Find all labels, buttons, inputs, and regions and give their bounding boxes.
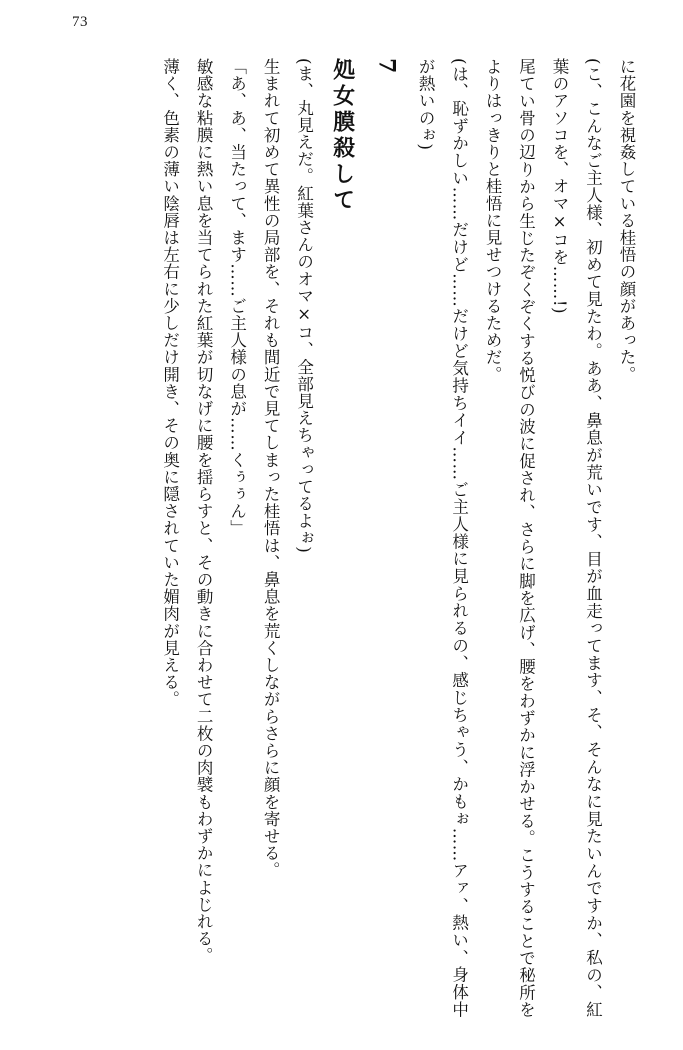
paragraph: に花園を視姦している桂悟の顔があった。 (617, 58, 636, 383)
page-number: 73 (72, 14, 88, 30)
page-body (40, 58, 643, 1018)
paragraph: 薄く、色素の薄い陰唇は左右に少しだけ開き、その奥に隠されていた媚肉が見える。 (160, 58, 180, 708)
paragraph: (こ、こんなご主人様、初めて見たわ。ああ、鼻息が荒いです、目が血走ってます、そ、そんなに見たいんですか、私の、紅葉のアソコを、オマ×コを……!) (550, 58, 603, 1018)
paragraph: (は、恥ずかしい……だけど……だけど気持ちイイ……ご主人様に見られるの、感じちゃう、かもぉ……アァ、熱い、身体中が熱いのぉ) (416, 58, 469, 1018)
section-heading-title: 処女膜殺して (329, 58, 356, 214)
paragraph: 敏感な粘膜に熱い息を当てられた紅葉が切なげに腰を揺らすと、その動きに合わせて二枚の肉襞もわずかによじれる。 (194, 58, 214, 965)
paragraph: 尾てい骨の辺りから生じたぞくぞくする悦びの波に促され、さらに脚を広げ、腰をわずかに浮かせる。こうすることで秘所をよりはっきりと桂悟に見せつけるためだ。 (483, 58, 536, 1018)
paragraph: 「あ、あ、当たって、ます……ご主人様の息が……くぅぅん」 (227, 58, 247, 537)
paragraph: (ま、丸見えだ。紅葉さんのオマ×コ、全部見えちゃってるよぉ) (294, 58, 314, 554)
section-heading-number: 7 (373, 58, 400, 78)
paragraph: 生まれて初めて異性の局部を、それも間近で見てしまった桂悟は、鼻息を荒くしながらさらに顔を寄せる。 (261, 58, 281, 879)
